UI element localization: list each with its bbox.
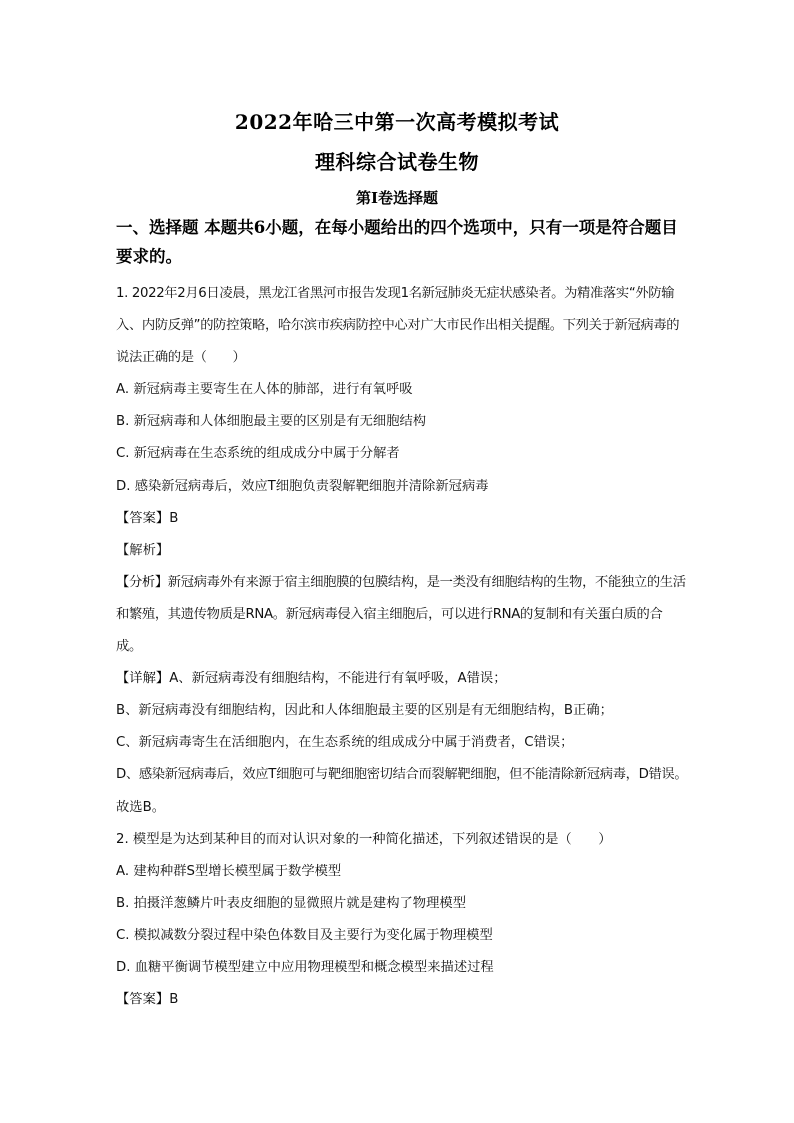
- section-heading: 一、选择题 本题共6小题，在每小题给出的四个选项中，只有一项是符合题目要求的。: [116, 218, 678, 266]
- q1-detail-b: B、新冠病毒没有细胞结构，因此和人体细胞最主要的区别是有无细胞结构，B正确；: [116, 703, 613, 719]
- q1-option-b: B. 新冠病毒和人体细胞最主要的区别是有无细胞结构: [116, 414, 427, 430]
- exam-subject-title: 理科综合试卷生物: [315, 150, 479, 174]
- q1-fenxi-text: 新冠病毒外有来源于宿主细胞膜的包膜结构，是一类没有细胞结构的生物，不能独立的生活和繁殖，其遗传物质是RNA。新冠病毒侵入宿主细胞后，可以进行RNA的复制和有关蛋白质的合成。: [116, 574, 686, 655]
- q1-answer: [116, 503, 688, 535]
- volume-subtitle: 第Ⅰ卷选择题: [355, 189, 439, 207]
- question-content: [116, 278, 688, 1016]
- q2-answer-value: B: [169, 992, 179, 1008]
- q1-stem: 1. 2022年2月6日凌晨，黑龙江省黑河市报告发现1名新冠肺炎无症状感染者。为精准落实“外防输入、内防反弹”的防控策略，哈尔滨市疾病防控中心对广大市民作出相关提醒。下列关于新冠病毒的说法正确的是（ ）: [116, 286, 680, 366]
- q2-option-a: A. 建构种群S型增长模型属于数学模型: [116, 863, 342, 879]
- exam-title: 2022年哈三中第一次高考模拟考试: [234, 110, 560, 134]
- q2-answer-tag: 【答案】: [116, 992, 170, 1008]
- q2-answer: [116, 984, 688, 1016]
- q1-detail-tag: 【详解】: [116, 671, 170, 687]
- q1-option-d: D. 感染新冠病毒后，效应T细胞负责裂解靶细胞并清除新冠病毒: [116, 478, 489, 494]
- q1-detail-a-text: A、新冠病毒没有细胞结构，不能进行有氧呼吸，A错误；: [169, 671, 507, 687]
- q1-detail-d: D、感染新冠病毒后，效应T细胞可与靶细胞密切结合而裂解靶细胞，但不能清除新冠病毒，D错误。: [116, 767, 688, 783]
- q1-detail-c: C、新冠病毒寄生在活细胞内，在生态系统的组成成分中属于消费者，C错误；: [116, 735, 574, 751]
- q1-answer-tag: 【答案】: [116, 510, 170, 526]
- q2-option-b: B. 拍摄洋葱鳞片叶表皮细胞的显微照片就是建构了物理模型: [116, 895, 466, 911]
- q1-answer-value: B: [169, 510, 179, 526]
- q1-conclusion: 故选B。: [116, 799, 166, 815]
- q1-option-a: A. 新冠病毒主要寄生在人体的肺部，进行有氧呼吸: [116, 382, 413, 398]
- q2-stem: 2. 模型是为达到某种目的而对认识对象的一种简化描述，下列叙述错误的是（ ）: [116, 831, 612, 847]
- q1-option-c: C. 新冠病毒在生态系统的组成成分中属于分解者: [116, 446, 400, 462]
- q1-analysis-tag: 【解析】: [116, 542, 170, 558]
- q1-fenxi-tag: 【分析】: [116, 574, 168, 590]
- q1-fenxi: [116, 567, 688, 663]
- q2-option-d: D. 血糖平衡调节模型建立中应用物理模型和概念模型来描述过程: [116, 959, 494, 975]
- q1-detail-a: [116, 663, 688, 695]
- q2-option-c: C. 模拟减数分裂过程中染色体数目及主要行为变化属于物理模型: [116, 927, 493, 943]
